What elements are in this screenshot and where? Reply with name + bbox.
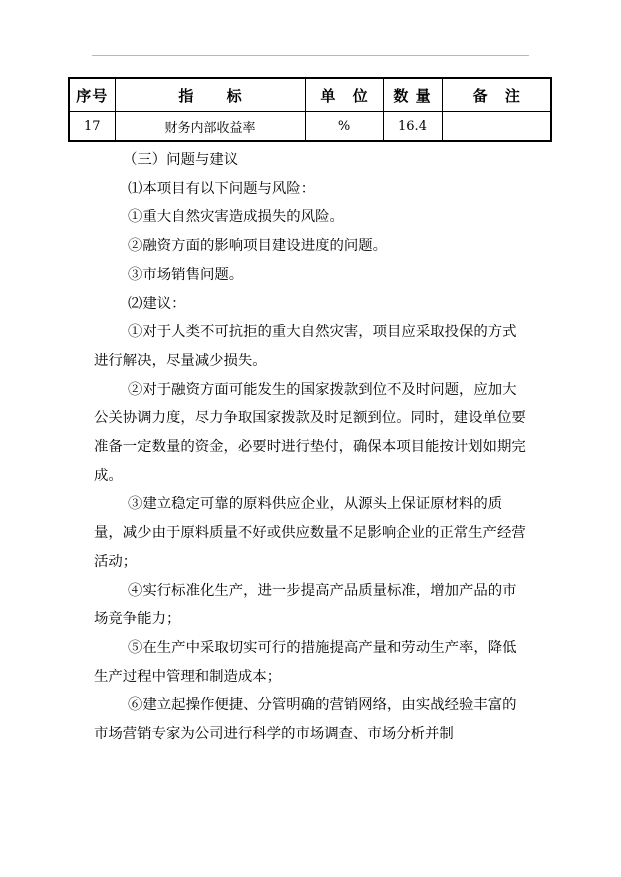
problems-intro: ⑴本项目有以下问题与风险：: [128, 180, 316, 197]
table-row: [69, 112, 551, 142]
cell-unit: %: [305, 112, 383, 142]
header-quantity: 数 量: [383, 78, 442, 112]
header-indicator: 指 标: [115, 78, 305, 112]
cell-remark: [442, 112, 551, 142]
suggestion-item: ②对于融资方面可能发生的国家拨款到位不及时问题，应加大公关协调力度，尽力争取国家拨款及时足额到位。同时，建设单位要准备一定数量的资金，必要时进行垫付，确保本项目能按计划如期完成。: [94, 381, 526, 484]
problem-item: ①重大自然灾害造成损失的风险。: [128, 209, 344, 226]
suggestions-intro: ⑵建议：: [128, 295, 186, 312]
section-heading: （三）问题与建议: [123, 152, 239, 168]
suggestion-item: ④实行标准化生产，进一步提高产品质量标准，增加产品的市场竞争能力；: [94, 582, 517, 628]
cell-indicator: 财务内部收益率: [115, 112, 305, 142]
cell-quantity: 16.4: [383, 112, 442, 142]
suggestion-item: ⑤在生产中采取切实可行的措施提高产量和劳动生产率，降低生产过程中管理和制造成本；: [94, 639, 517, 685]
header-unit: 单 位: [305, 78, 383, 112]
header-seq: 序号: [69, 78, 115, 112]
suggestion-item: ⑥建立起操作便捷、分管明确的营销网络，由实战经验丰富的市场营销专家为公司进行科学的市场调查、市场分析并制: [94, 697, 517, 743]
suggestion-item: ①对于人类不可抗拒的重大自然灾害，项目应采取投保的方式进行解决，尽量减少损失。: [94, 324, 517, 369]
indicator-table: [68, 77, 552, 142]
table-header-row: [69, 78, 551, 112]
problem-item: ②融资方面的影响项目建设进度的问题。: [128, 238, 388, 255]
header-remark: 备 注: [442, 78, 551, 112]
suggestion-item: ③建立稳定可靠的原料供应企业，从源头上保证原材料的质量，减少由于原料质量不好或供应数量不足影响企业的正常生产经营活动；: [94, 496, 526, 570]
page-header-rule: [92, 55, 529, 56]
document-body: [94, 146, 526, 749]
cell-seq: 17: [69, 112, 115, 142]
problem-item: ③市场销售问题。: [128, 266, 244, 283]
